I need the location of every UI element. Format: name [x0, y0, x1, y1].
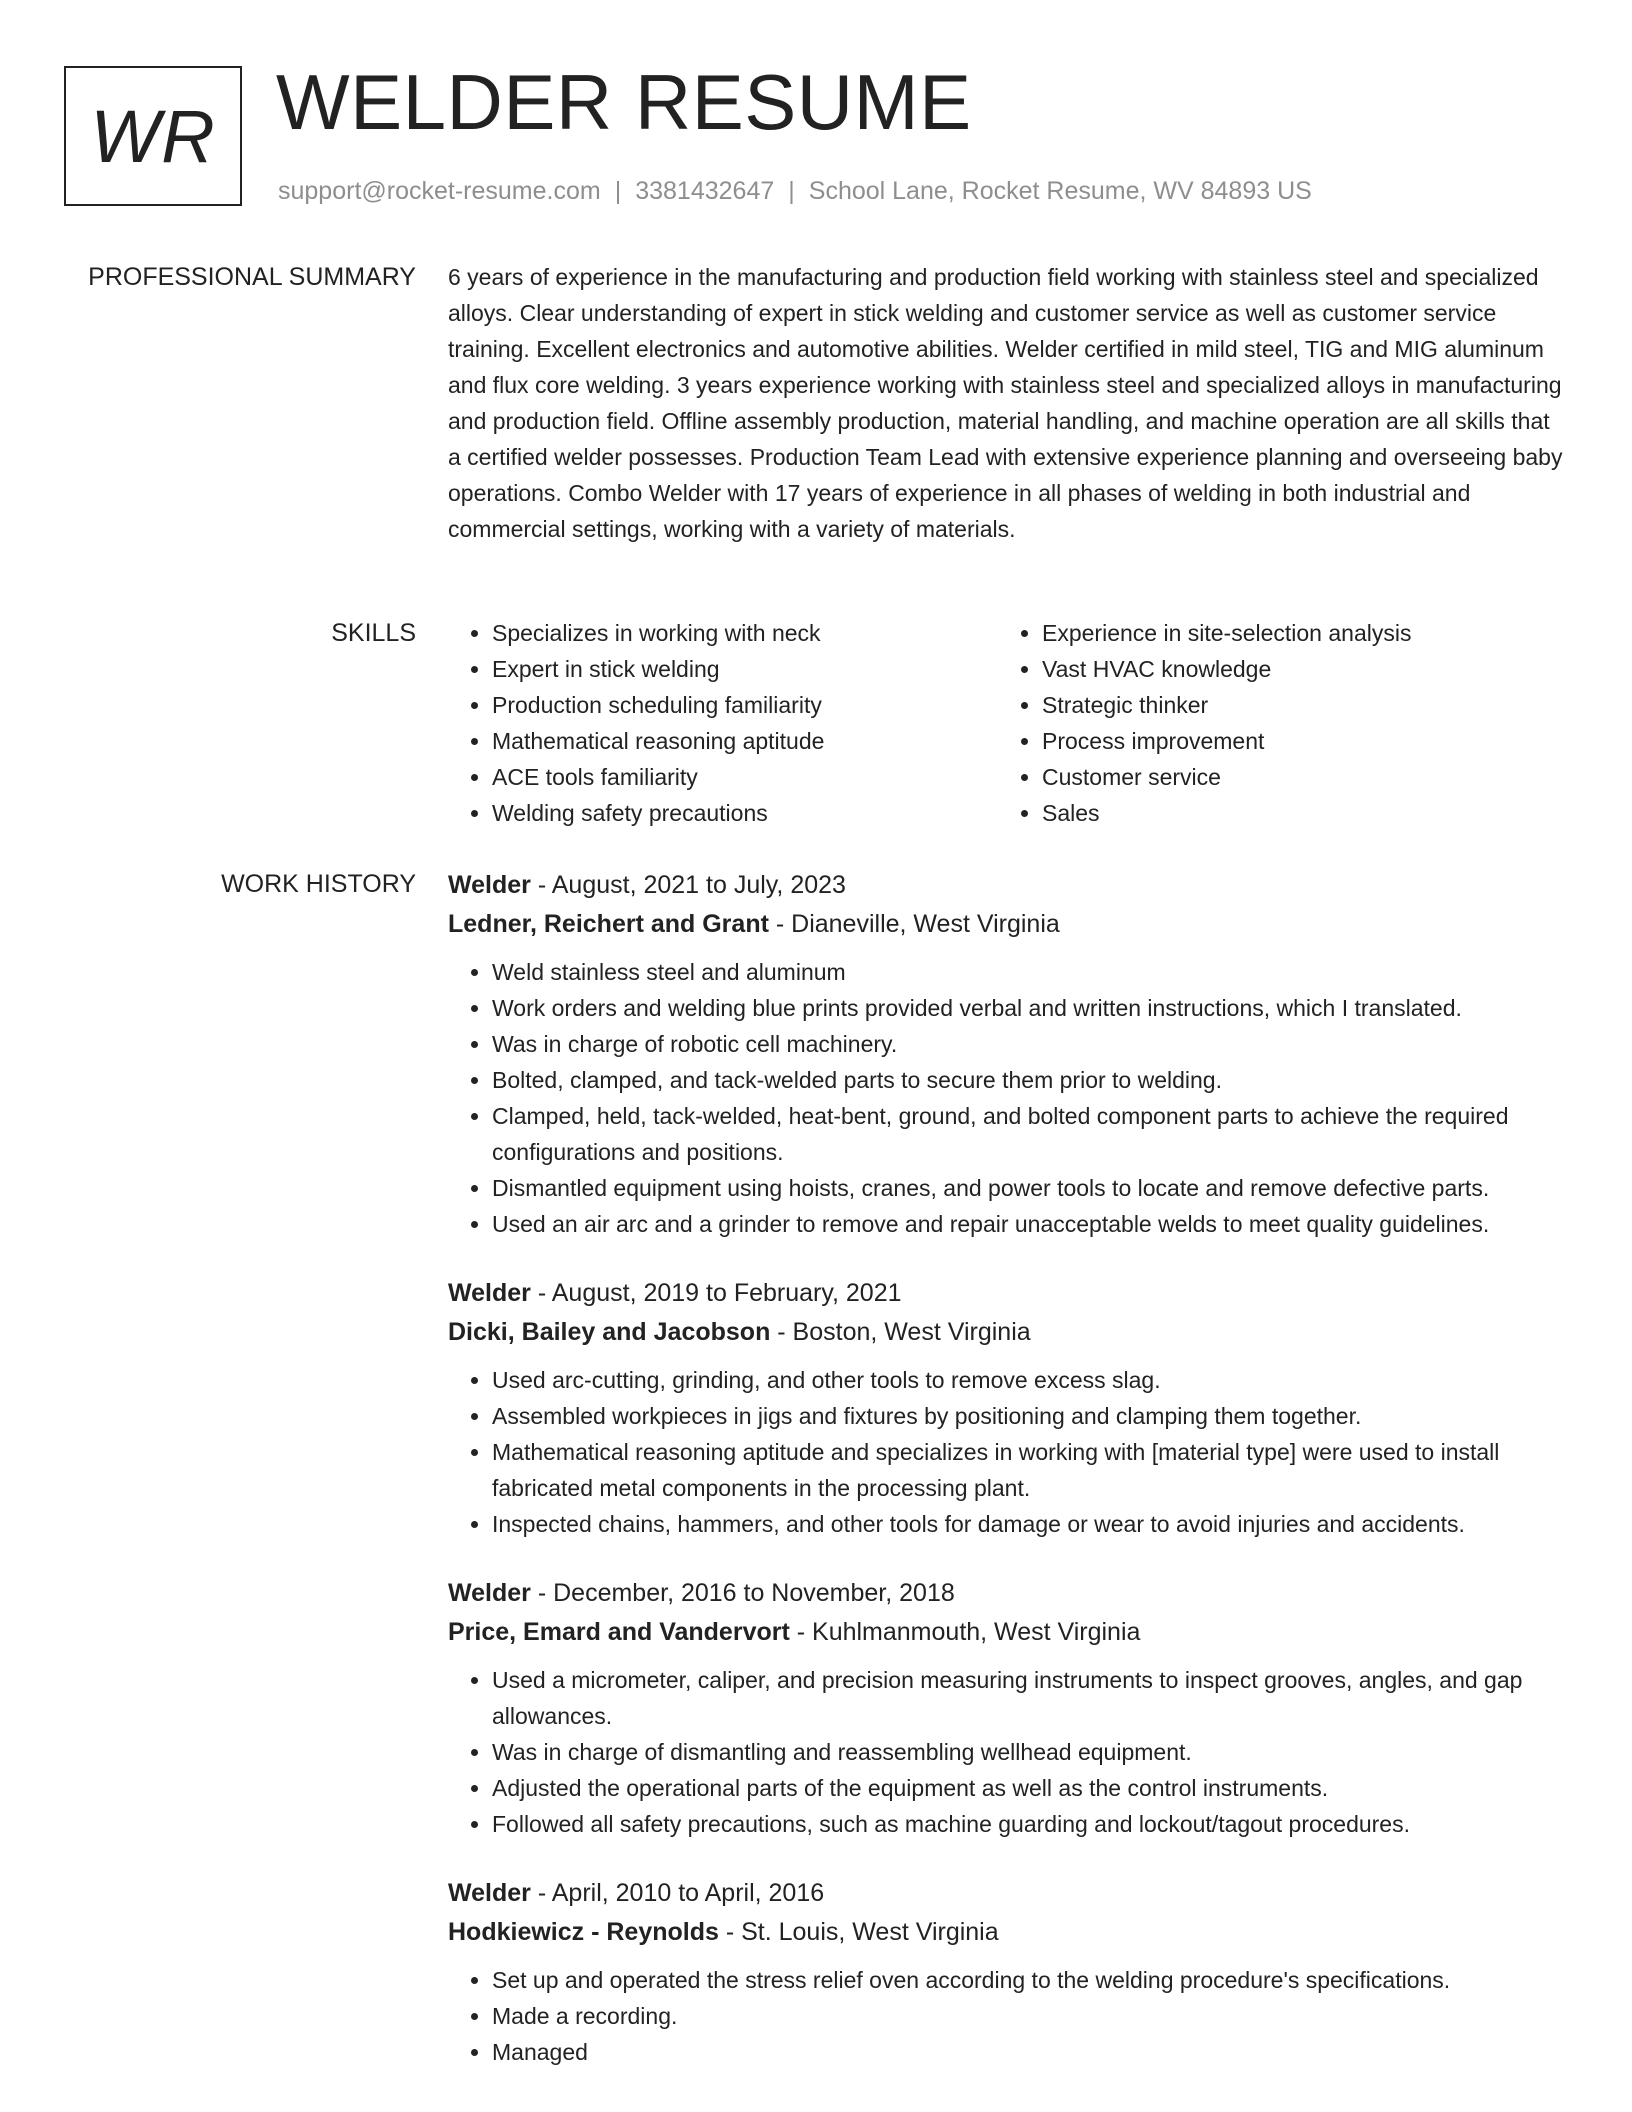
job-company-line	[448, 904, 1568, 944]
job-bullet: • Mathematical reasoning aptitude and specializes in working with [material type] were used to install fabricated metal components in the processing plant.	[492, 1434, 1568, 1506]
work-history-body	[448, 866, 1568, 2102]
job-bullet: • Inspected chains, hammers, and other tools for damage or wear to avoid injuries and accidents.	[492, 1506, 1568, 1542]
work-history-heading: WORK HISTORY	[221, 870, 416, 898]
job-dates: - August, 2019 to February, 2021	[530, 1279, 902, 1307]
job-location: - Dianeville, West Virginia	[768, 910, 1060, 938]
contact-email: support@rocket-resume.com	[278, 177, 601, 205]
job-bullet-list	[448, 954, 1568, 1242]
resume-title: WELDER RESUME	[276, 58, 972, 146]
skill-item: • Welding safety precautions	[492, 795, 998, 831]
job-company: Price, Emard and Vandervort	[448, 1618, 790, 1646]
job-location: - Boston, West Virginia	[770, 1318, 1031, 1346]
job-dates: - December, 2016 to November, 2018	[530, 1579, 955, 1607]
job-bullet: • Clamped, held, tack-welded, heat-bent, ground, and bolted component parts to achieve the required configurations and positions.	[492, 1098, 1568, 1170]
contact-separator: |	[614, 177, 622, 205]
job-company-line	[448, 1312, 1568, 1352]
job-company: Hodkiewicz - Reynolds	[448, 1918, 719, 1946]
skills-list-right	[998, 615, 1548, 831]
job-bullet: • Was in charge of robotic cell machinery.	[492, 1026, 1568, 1062]
skills-heading: SKILLS	[331, 619, 416, 647]
job-bullet-list	[448, 1362, 1568, 1542]
job-bullet: • Made a recording.	[492, 1998, 1568, 2034]
skill-item: • Expert in stick welding	[492, 651, 998, 687]
job-bullet: • Work orders and welding blue prints provided verbal and written instructions, which I translated.	[492, 990, 1568, 1026]
job-bullet: • Used a micrometer, caliper, and precision measuring instruments to inspect grooves, angles, and gap allowances.	[492, 1662, 1568, 1734]
skill-item: • Vast HVAC knowledge	[1042, 651, 1548, 687]
job-title-line	[448, 1274, 1568, 1312]
summary-heading: PROFESSIONAL SUMMARY	[88, 263, 416, 291]
job-company: Ledner, Reichert and Grant	[448, 910, 769, 938]
contact-address: School Lane, Rocket Resume, WV 84893 US	[808, 177, 1312, 205]
skill-item: • ACE tools familiarity	[492, 759, 998, 795]
job-bullet: • Followed all safety precautions, such as machine guarding and lockout/tagout procedures.	[492, 1806, 1568, 1842]
job-bullet: • Used arc-cutting, grinding, and other tools to remove excess slag.	[492, 1362, 1568, 1398]
skill-item: • Sales	[1042, 795, 1548, 831]
job-bullet: • Was in charge of dismantling and reassembling wellhead equipment.	[492, 1734, 1568, 1770]
skill-item: • Production scheduling familiarity	[492, 687, 998, 723]
skills-body	[448, 615, 1568, 831]
skill-item: • Process improvement	[1042, 723, 1548, 759]
job-company-line	[448, 1612, 1568, 1652]
job-entry	[448, 1874, 1568, 2070]
job-company-line	[448, 1912, 1568, 1952]
job-entry	[448, 866, 1568, 1242]
job-bullet: • Assembled workpieces in jigs and fixtures by positioning and clamping them together.	[492, 1398, 1568, 1434]
job-bullet: • Adjusted the operational parts of the equipment as well as the control instruments.	[492, 1770, 1568, 1806]
job-company: Dicki, Bailey and Jacobson	[448, 1318, 771, 1346]
job-title: Welder	[448, 1279, 531, 1307]
job-dates: - August, 2021 to July, 2023	[530, 871, 846, 899]
skill-item: • Experience in site-selection analysis	[1042, 615, 1548, 651]
job-location: - St. Louis, West Virginia	[718, 1918, 999, 1946]
skill-item: • Mathematical reasoning aptitude	[492, 723, 998, 759]
job-title-line	[448, 1574, 1568, 1612]
summary-body	[448, 259, 1568, 547]
job-title-line	[448, 1874, 1568, 1912]
job-bullet: • Dismantled equipment using hoists, cranes, and power tools to locate and remove defective parts.	[492, 1170, 1568, 1206]
contact-separator: |	[788, 177, 795, 205]
job-title-line	[448, 866, 1568, 904]
job-entry	[448, 1274, 1568, 1542]
job-bullet: • Bolted, clamped, and tack-welded parts to secure them prior to welding.	[492, 1062, 1568, 1098]
skill-item: • Strategic thinker	[1042, 687, 1548, 723]
job-title: Welder	[448, 871, 531, 899]
skills-list-left	[448, 615, 998, 831]
job-bullet-list	[448, 1662, 1568, 1842]
job-entry	[448, 1574, 1568, 1842]
summary-text: 6 years of experience in the manufacturing and production field working with stainless steel and specialized alloys. Clear understanding of expert in stick welding and customer service as well as customer service training. Excellent electronics and automotive abilities. Welder certified in mild steel, TIG and MIG aluminum and flux core welding. 3 years experience working with stainless steel and specialized alloys in manufacturing and production field. Offline assembly production, material handling, and machine operation are all skills that a certified welder possesses. Production Team Lead with extensive experience planning and overseeing baby operations. Combo Welder with 17 years of experience in all phases of welding in both industrial and commercial settings, working with a variety of materials.	[448, 264, 1563, 542]
contact-phone: 3381432647	[635, 177, 775, 205]
skills-columns	[448, 615, 1568, 831]
job-title: Welder	[448, 1579, 531, 1607]
monogram-logo: WR	[64, 66, 242, 206]
skill-item: • Specializes in working with neck	[492, 615, 998, 651]
job-bullet: • Set up and operated the stress relief oven according to the welding procedure's specifications.	[492, 1962, 1568, 1998]
skill-item: • Customer service	[1042, 759, 1548, 795]
job-bullet: • Managed	[492, 2034, 1568, 2070]
job-location: - Kuhlmanmouth, West Virginia	[789, 1618, 1141, 1646]
job-bullet-list	[448, 1962, 1568, 2070]
contact-line	[278, 175, 1312, 207]
job-dates: - April, 2010 to April, 2016	[530, 1879, 825, 1907]
job-bullet: • Weld stainless steel and aluminum	[492, 954, 1568, 990]
job-title: Welder	[448, 1879, 531, 1907]
job-bullet: • Used an air arc and a grinder to remove and repair unacceptable welds to meet quality guidelines.	[492, 1206, 1568, 1242]
